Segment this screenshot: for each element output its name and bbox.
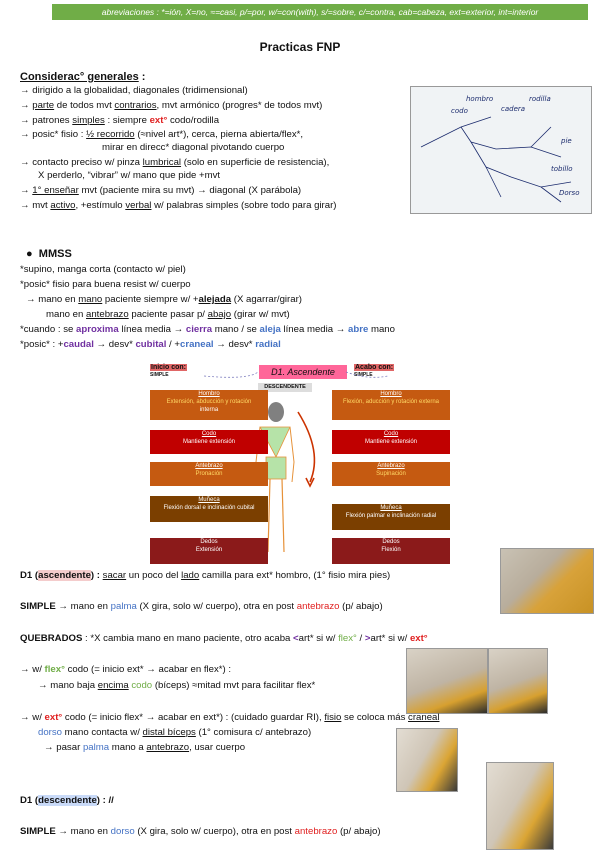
left-box-dedos: Dedos Extensión: [150, 538, 268, 564]
wb-label-3: rodilla: [529, 95, 551, 103]
considerations-heading: Considerac° generales :: [20, 71, 146, 83]
d1-diagram: [148, 362, 454, 568]
mmss-line-1: *supino, manga corta (contacto w/ piel): [20, 264, 186, 275]
abbreviations-banner: abreviaciones : *=ión, X=no, ≈=casi, p/=por, w/=con(with), s/=sobre, c/=contra, cab=cabeza, ext=exterior, int=interior: [52, 4, 588, 20]
wb-label-6: tobillo: [551, 165, 573, 173]
consideration-line-8: → 1° enseñar mvt (paciente mira su mvt) → diagonal (X parábola): [20, 185, 302, 196]
mmss-line-4: mano en antebrazo paciente pasar p/ abajo (girar w/ mvt): [46, 309, 290, 320]
simple-1-line: SIMPLE → mano en palma (X gira, solo w/ cuerpo), otra en post antebrazo (p/ abajo): [20, 601, 383, 612]
consideration-line-2: → parte de todos mvt contrarios, mvt armónico (progres* de todos mvt): [20, 100, 323, 111]
diagram-inicio: Inicio con: SIMPLE: [150, 364, 186, 378]
flex-line-1: → w/ flex° codo (= inicio ext* → acabar en flex*) :: [20, 664, 232, 675]
left-box-codo: Codo Mantiene extensión: [150, 430, 268, 454]
mmss-line-2: *posic* fisio para buena resist w/ cuerpo: [20, 279, 191, 290]
photo-flex-1: [406, 648, 488, 714]
diagram-title: D1. Ascendente: [258, 364, 348, 380]
right-box-dedos: Dedos Flexión: [332, 538, 450, 564]
d1-desc-line: D1 (descendente) : //: [20, 795, 114, 806]
mmss-line-6: *posic* : +caudal → desv* cubital / +craneal → desv* radial: [20, 339, 281, 350]
photo-ext-2: [486, 762, 554, 850]
diagram-acabo: Acabo con: SIMPLE: [354, 364, 394, 378]
ext-line-3: → pasar palma mano a antebrazo, usar cuerpo: [44, 742, 246, 753]
d1-asc-line: D1 (ascendente) : sacar un poco del lado camilla para ext* hombro, (1° fisio mira pies): [20, 570, 391, 581]
right-box-hombro: Hombro Flexión, aducción y rotación externa: [332, 390, 450, 420]
consideration-line-6: → contacto preciso w/ pinza lumbrical (solo en superficie de resistencia),: [20, 157, 330, 168]
wb-label-1: hombro: [466, 95, 494, 103]
figure-hips: [266, 457, 286, 479]
page-title: Practicas FNP: [259, 40, 341, 54]
consideration-line-7: X perderlo, “vibrar” w/ mano que pide +mvt: [38, 170, 221, 181]
flex-line-2: → mano baja encima codo (bíceps) ≈mitad mvt para facilitar flex*: [38, 680, 316, 691]
whiteboard-photo: [410, 86, 592, 214]
quebrados-line: QUEBRADOS : *X cambia mano en mano paciente, otro acaba <art* si w/ flex° / >art* si w/ ext°: [20, 633, 428, 644]
right-box-antebrazo: Antebrazo Supinación: [332, 462, 450, 486]
consideration-line-3: → patrones simples : siempre ext° codo/rodilla: [20, 115, 220, 126]
consideration-line-5: mirar en direcc* diagonal pivotando cuerpo: [102, 142, 285, 153]
wb-label-7: Dorso: [559, 189, 580, 197]
left-box-muneca: Muñeca Flexión dorsal e inclinación cubital: [150, 496, 268, 522]
left-box-hombro: Hombro Extensión, abducción y rotación interna: [150, 390, 268, 420]
whiteboard-sketch: [411, 87, 591, 213]
photo-flex-2: [488, 648, 548, 714]
mmss-line-5: *cuando : se aproxima línea media → cierra mano / se aleja línea media → abre mano: [20, 324, 395, 335]
ext-line-1: → w/ ext° codo (= inicio flex* → acabar en ext*) : (cuidado guardar RI), fisio se coloca más craneal: [20, 712, 440, 723]
consideration-line-4: → posic* fisio : ½ recorrido (≈nivel art*), cerca, pierna abierta/flex*,: [20, 129, 304, 140]
diagonal-arrow: [298, 412, 314, 482]
mmss-heading: ● MMSS: [26, 248, 72, 260]
ext-line-2: dorso mano contacta w/ distal bíceps (1° comisura c/ antebrazo): [38, 727, 312, 738]
simple-2-line: SIMPLE → mano en dorso (X gira, solo w/ cuerpo), otra en post antebrazo (p/ abajo): [20, 826, 381, 837]
wb-label-2: codo: [451, 107, 468, 115]
photo-ext-1: [396, 728, 458, 792]
photo-d1-asc: [500, 548, 594, 614]
mmss-line-3: → mano en mano paciente siempre w/ +alejada (X agarrar/girar): [26, 294, 302, 305]
consideration-line-1: → dirigido a la globalidad, diagonales (tridimensional): [20, 85, 248, 96]
consideration-line-9: → mvt activo, +estímulo verbal w/ palabras simples (sobre todo para girar): [20, 200, 337, 211]
diagram-descendente: DESCENDENTE: [258, 383, 312, 392]
right-box-muneca: Muñeca Flexión palmar e inclinación radial: [332, 504, 450, 530]
wb-label-5: pie: [561, 137, 572, 145]
left-box-antebrazo: Antebrazo Pronación: [150, 462, 268, 486]
figure-head: [268, 402, 284, 422]
wb-label-4: cadera: [501, 105, 526, 113]
right-box-codo: Codo Mantiene extensión: [332, 430, 450, 454]
